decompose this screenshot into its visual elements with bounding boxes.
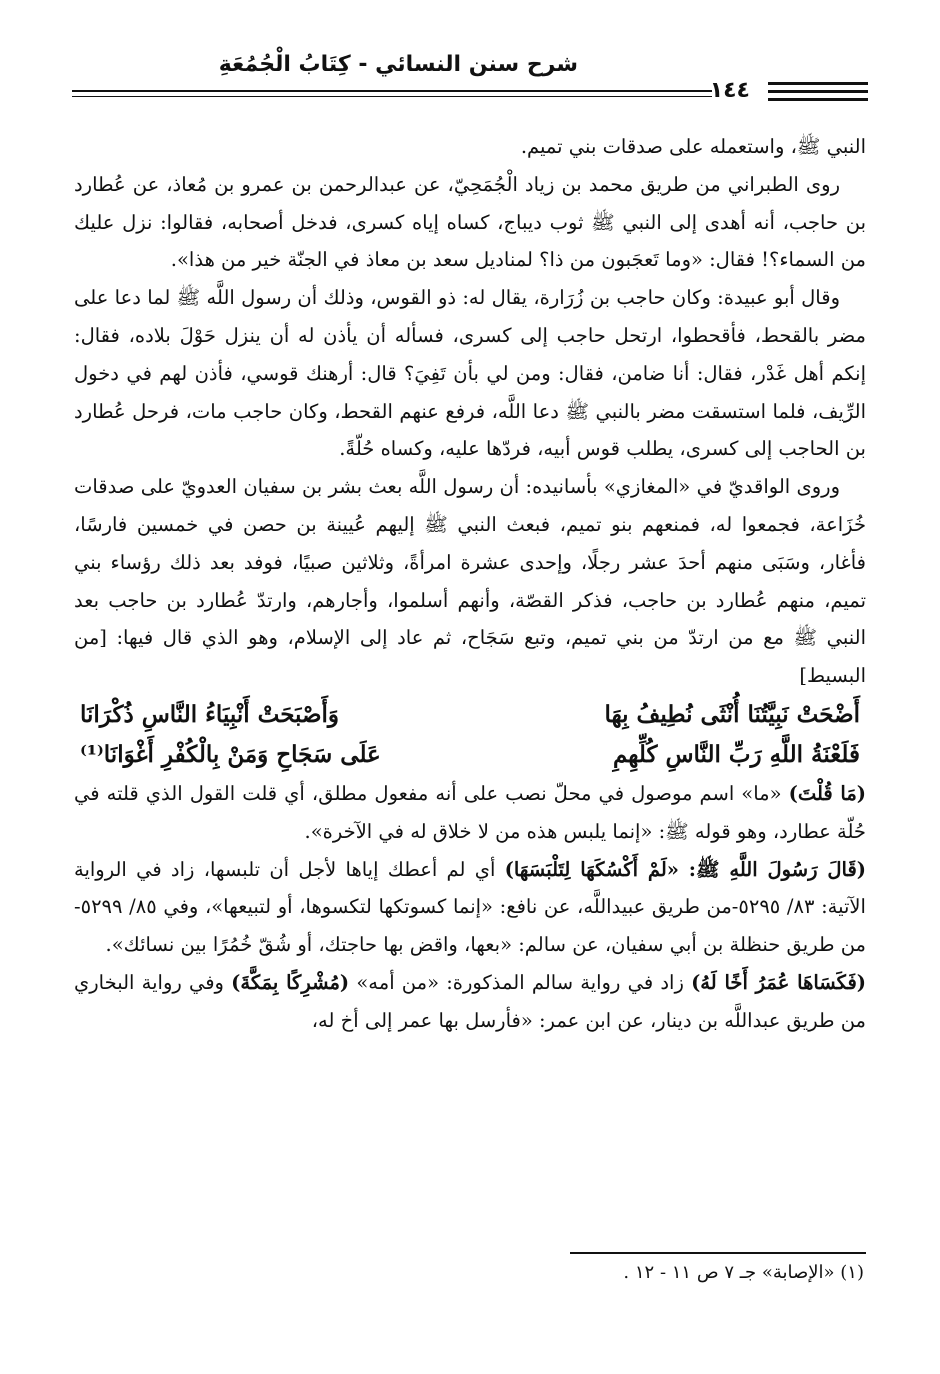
poem-line-2 xyxy=(74,735,866,775)
header-rule-right-3 xyxy=(768,98,868,101)
paragraph-5-lemma: (مَا قُلْتَ) xyxy=(788,781,866,805)
poem-line-2-second-hemistich: عَلَى سَجَاحِ وَمَنْ بِالْكُفْرِ أَغْوَانَا⁽¹⁾ xyxy=(80,740,381,768)
paragraph-7-lemma-2: (مُشْرِكًا بِمَكَّةَ) xyxy=(231,970,350,994)
paragraph-7-text: وفي رواية البخاري من طريق عبداللَّه بن دينار، عن ابن عمر: «فأرسل بها عمر إلى أخ له، xyxy=(74,970,866,1032)
footnote-rule xyxy=(570,1252,866,1254)
poem-line-1-second-hemistich: وَأَصْبَحَتْ أَنْبِيَاءُ النَّاسِ ذُكْرَانَا xyxy=(80,700,340,728)
paragraph-7 xyxy=(74,964,866,1040)
paragraph-2: روى الطبراني من طريق محمد بن زياد الْجُمَحِيّ، عن عبدالرحمن بن عمرو بن مُعاذ، عن عُطارد بن حاجب، أنه أهدى إلى النبي ﷺ ثوب ديباج، كساه إياه كسرى، فدخل أصحابه، فقالوا: نزل عليك من السماء؟! فقال: «وما تَعجَبون من ذا؟ لمناديل سعد بن معاذ في الجنّة خير من هذا». xyxy=(74,172,866,272)
header-rule-right-1 xyxy=(768,82,868,85)
paragraph-6-lemma: (قَالَ رَسُولَ اللَّهِ ﷺ: «لَمْ أَكْسُكَهَا لِتَلْبَسَهَا) xyxy=(504,857,867,881)
header-rule-thin xyxy=(72,96,712,97)
header-rule-right-2 xyxy=(768,90,868,93)
page-header xyxy=(72,52,868,106)
paragraph-3: وقال أبو عبيدة: وكان حاجب بن زُرَارة، يقال له: ذو القوس، وذلك أن رسول اللَّه ﷺ لما دعا على مضر بالقحط، فأقحطوا، ارتحل حاجب إلى كسرى، فسأله أن يأذن له أن ينزل حَوْلَ بلاده، فقال: إنكم أهل غَدْر، فقال: أنا ضامن، فقال: ومن لي بأن تَفِيَ؟ قال: أرهنك قوسي، فأذن لهم في دخول الرِّيف، فلما استسقت مضر بالنبي ﷺ دعا اللَّه، فرفع عنهم القحط، وكان حاجب مات، فرحل عُطارد بن الحاجب إلى كسرى، يطلب قوس أبيه، فردّها عليه، وكساه حُلّةً. xyxy=(74,286,866,461)
paragraph-4: وروى الواقديّ في «المغازي» بأسانيده: أن رسول اللَّه بعث بشر بن سفيان العدويّ على صدقات خُزَاعة، فجمعوا له، فمنعهم بنو تميم، فبعث النبي ﷺ إليهم عُيينة بن حصن في خمسين فارسًا، فأغار، وسَبَى منهم أحدَ عشر رجلًا، وإحدى عشرة امرأةً، وثلاثين صبيًا، فوفد بعد ذلك رؤساء بني تميم، منهم عُطارد بن حاجب، فذكر القصّة، وأنهم أسلموا، وأجارهم، وارتدّ عُطارد بن حاجب بعد النبي ﷺ مع من ارتدّ من بني تميم، وتبع سَجَاح، ثم عاد إلى الإسلام، وهو الذي قال فيها: [من البسيط] xyxy=(74,475,866,688)
paragraph-5-text: «ما» اسم موصول في محلّ نصب على أنه مفعول مطلق، أي قلت القول الذي قلته في حُلّة عطارد، وهو قوله ﷺ: «إنما يلبس هذه من لا خلاق له في الآخرة». xyxy=(74,781,866,843)
paragraph-5 xyxy=(74,775,866,851)
footnote: (١) «الإصابة» جـ ٧ ص ١١ - ١٢ . xyxy=(623,1262,864,1283)
paragraph-7-mid: زاد في رواية سالم المذكورة: «من أمه» xyxy=(349,970,692,994)
paragraph-6-text: أي لم أعطك إياها لأجل أن تلبسها، زاد في الرواية الآتية: ٨٣/ ٥٢٩٥-من طريق عبيداللَّه، عن نافع: «إنما كسوتكها لتكسوها، أو لتبيعها»، وفي ٨٥/ ٥٢٩٩- من طريق حنظلة بن أبي سفيان، عن سالم: «بعها، واقض بها حاجتك، أو شُقّ خُمُرًا بين نسائك». xyxy=(74,857,866,957)
paragraph-1: النبي ﷺ، واستعمله على صدقات بني تميم. xyxy=(520,135,866,158)
poem-line-2-first-hemistich: فَلَعْنَةُ اللَّهِ رَبِّ النَّاسِ كُلِّهِمِ xyxy=(612,740,860,768)
poem-line-1 xyxy=(74,695,866,735)
poem-line-1-first-hemistich: أَضْحَتْ نَبِيَّتُنَا أُنْثَى نُطِيفُ بِهَا xyxy=(604,700,860,728)
running-title: شرح سنن النسائي - كِتَابُ الْجُمُعَةِ xyxy=(218,52,578,77)
paragraph-7-lemma: (فَكَسَاهَا عُمَرُ أَخًا لَهُ) xyxy=(691,970,867,994)
main-text xyxy=(74,128,866,1040)
paragraph-6 xyxy=(74,851,866,964)
header-rule xyxy=(72,90,712,92)
page-number: ١٤٤ xyxy=(709,78,750,103)
